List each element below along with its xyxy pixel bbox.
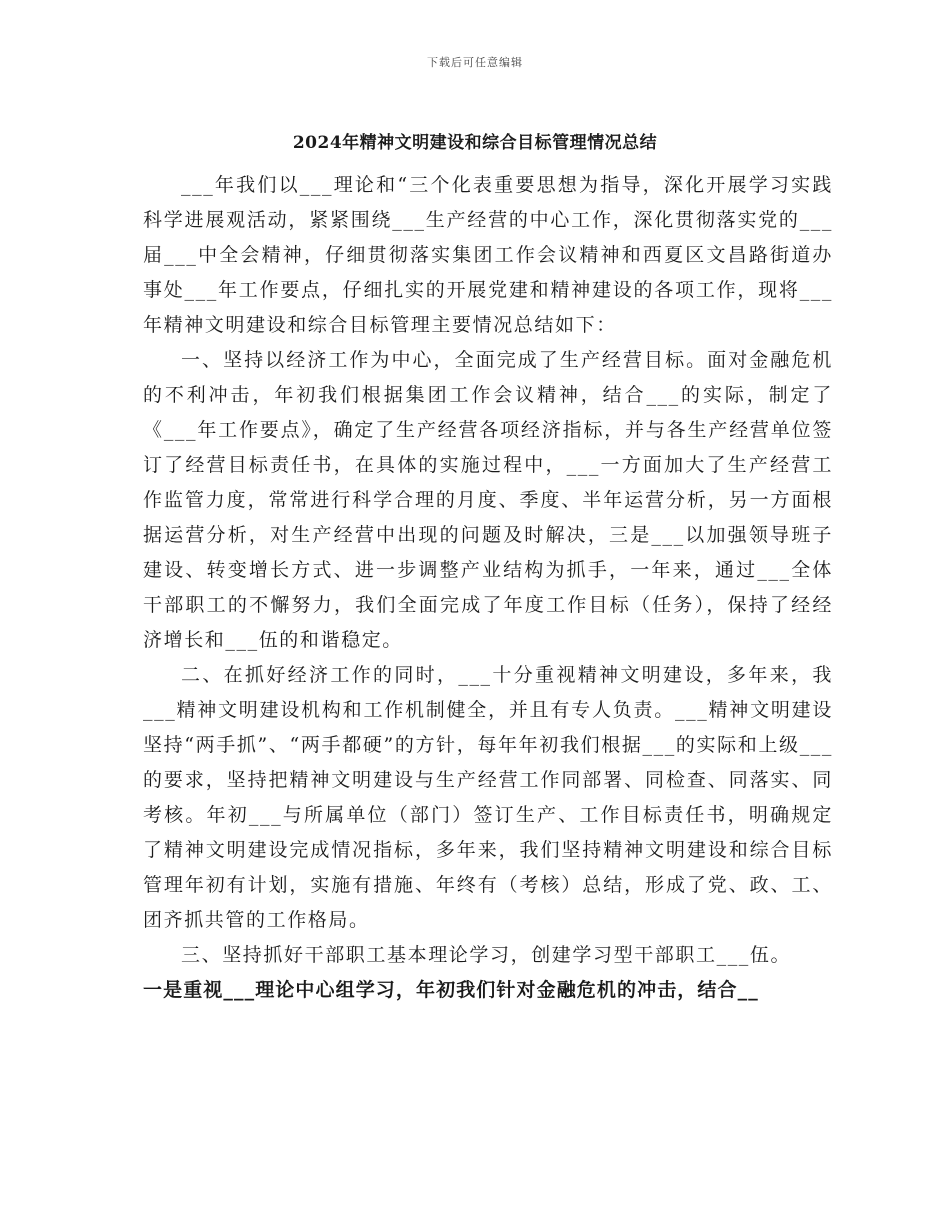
page-header-note: 下载后可任意编辑	[427, 56, 523, 69]
document-body	[143, 168, 833, 1008]
paragraph-intro: ___年我们以___理论和“三个化表重要思想为指导，深化开展学习实践科学进展观活动，紧紧围绕___生产经营的中心工作，深化贯彻落实党的___届___中全会精神，仔细贯彻落实集团工作会议精神和西夏区文昌路街道办事处___年工作要点，仔细扎实的开展党建和精神建设的各项工作，现将___年精神文明建设和综合目标管理主要情况总结如下：	[143, 174, 833, 336]
paragraph-section-1: 一、坚持以经济工作为中心，全面完成了生产经营目标。面对金融危机的不利冲击，年初我们根据集团工作会议精神，结合___的实际，制定了《___年工作要点》，确定了生产经营各项经济指标，并与各生产经营单位签订了经营目标责任书，在具体的实施过程中，___一方面加大了生产经营工作监管力度，常常进行科学合理的月度、季度、半年运营分析，另一方面根据运营分析，对生产经营中出现的问题及时解决，三是___以加强领导班子建设、转变增长方式、进一步调整产业结构为抓手，一年来，通过___全体干部职工的不懈努力，我们全面完成了年度工作目标（任务），保持了经经济增长和___伍的和谐稳定。	[143, 349, 833, 651]
paragraph-section-3: 三、坚持抓好干部职工基本理论学习，创建学习型干部职工___伍。	[181, 944, 792, 966]
paragraph-section-2: 二、在抓好经济工作的同时，___十分重视精神文明建设，多年来，我___精神文明建设机构和工作机制健全，并且有专人负责。___精神文明建设坚持“两手抓”、“两手都硬”的方针，每年年初我们根据___的实际和上级___的要求，坚持把精神文明建设与生产经营工作同部署、同检查、同落实、同考核。年初___与所属单位（部门）签订生产、工作目标责任书，明确规定了精神文明建设完成情况指标，多年来，我们坚持精神文明建设和综合目标管理年初有计划，实施有措施、年终有（考核）总结，形成了党、政、工、团齐抓共管的工作格局。	[143, 664, 833, 931]
paragraph-bold-point: 一是重视___理论中心组学习，年初我们针对金融危机的冲击，结合__	[143, 979, 759, 1001]
document-title: 2024年精神文明建设和综合目标管理情况总结	[292, 133, 658, 153]
